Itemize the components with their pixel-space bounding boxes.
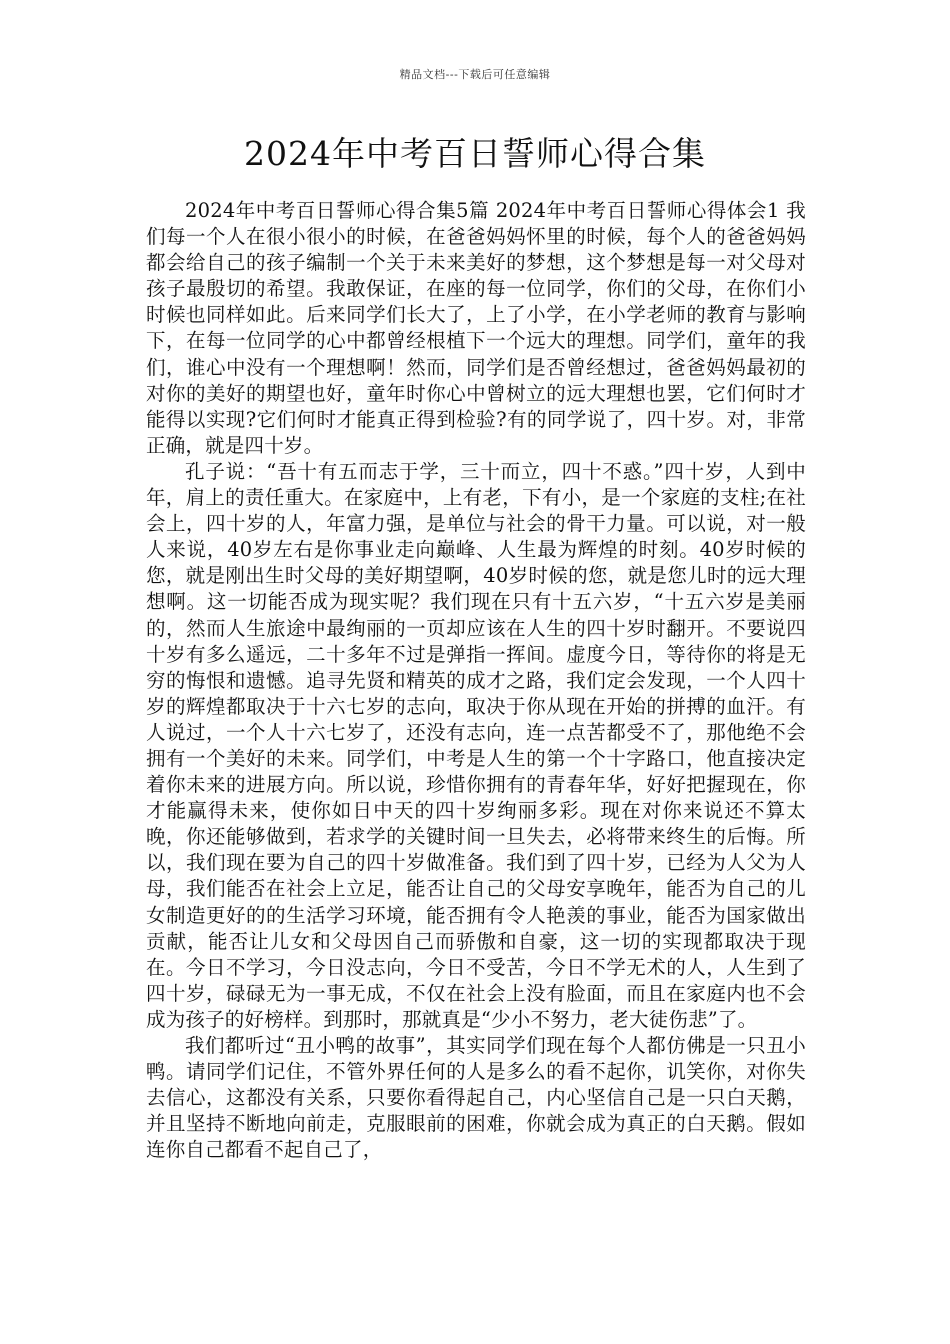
header-note: 精品文档---下载后可任意编辑 bbox=[399, 68, 551, 81]
paragraph-1: 2024年中考百日誓师心得合集5篇 2024年中考百日誓师心得体会1 我们每一个人在很小很小的时候，在爸爸妈妈怀里的时候，每个人的爸爸妈妈都会给自己的孩子编制一个关于未来美好的梦想，这个梦想是每一对父母对孩子最殷切的希望。我敢保证，在座的每一位同学，你们的父母，在你们小时候也同样如此。后来同学们长大了，上了小学，在小学老师的教育与影响下，在每一位同学的心中都曾经根植下一个远大的理想。同学们，童年的我们，谁心中没有一个理想啊！然而，同学们是否曾经想过，爸爸妈妈最初的对你的美好的期望也好，童年时你心中曾树立的远大理想也罢，它们何时才能得以实现?它们何时才能真正得到检验?有的同学说了，四十岁。对，非常正确，就是四十岁。 bbox=[146, 199, 806, 457]
paragraph-3: 我们都听过“丑小鸭的故事”，其实同学们现在每个人都仿佛是一只丑小鸭。请同学们记住，不管外界任何的人是多么的看不起你，讥笑你，对你失去信心，这都没有关系，只要你看得起自己，内心坚信自己是一只白天鹅，并且坚持不断地向前走，克服眼前的困难，你就会成为真正的白天鹅。假如连你自己都看不起自己了， bbox=[146, 1034, 806, 1162]
document-title: 2024年中考百日誓师心得合集 bbox=[244, 134, 706, 173]
document-body bbox=[146, 198, 806, 1163]
paragraph-2: 孔子说：“吾十有五而志于学，三十而立，四十不惑。”四十岁，人到中年，肩上的责任重大。在家庭中，上有老，下有小，是一个家庭的支柱;在社会上，四十岁的人，年富力强，是单位与社会的骨干力量。可以说，对一般人来说，40岁左右是你事业走向巅峰、人生最为辉煌的时刻。40岁时候的您，就是刚出生时父母的美好期望啊，40岁时候的您，就是您儿时的远大理想啊。这一切能否成为现实呢？我们现在只有十五六岁，“十五六岁是美丽的，然而人生旅途中最绚丽的一页却应该在人生的四十岁时翻开。不要说四十岁有多么遥远，二十多年不过是弹指一挥间。虚度今日，等待你的将是无穷的悔恨和遗憾。追寻先贤和精英的成才之路，我们定会发现，一个人四十岁的辉煌都取决于十六七岁的志向，取决于你从现在开始的拼搏的血汗。有人说过，一个人十六七岁了，还没有志向，连一点苦都受不了，那他绝不会拥有一个美好的未来。同学们，中考是人生的第一个十字路口，他直接决定着你未来的进展方向。所以说，珍惜你拥有的青春年华，好好把握现在，你才能赢得未来，使你如日中天的四十岁绚丽多彩。现在对你来说还不算太晚，你还能够做到，若求学的关键时间一旦失去，必将带来终生的后悔。所以，我们现在要为自己的四十岁做准备。我们到了四十岁，已经为人父为人母，我们能否在社会上立足，能否让自己的父母安享晚年，能否为自己的儿女制造更好的的生活学习环境，能否拥有令人艳羡的事业，能否为国家做出贡献，能否让儿女和父母因自己而骄傲和自豪，这一切的实现都取决于现在。今日不学习，今日没志向，今日不受苦，今日不学无术的人，人生到了四十岁，碌碌无为一事无成，不仅在社会上没有脸面，而且在家庭内也不会成为孩子的好榜样。到那时，那就真是“少小不努力，老大徒伤悲”了。 bbox=[146, 459, 806, 1031]
